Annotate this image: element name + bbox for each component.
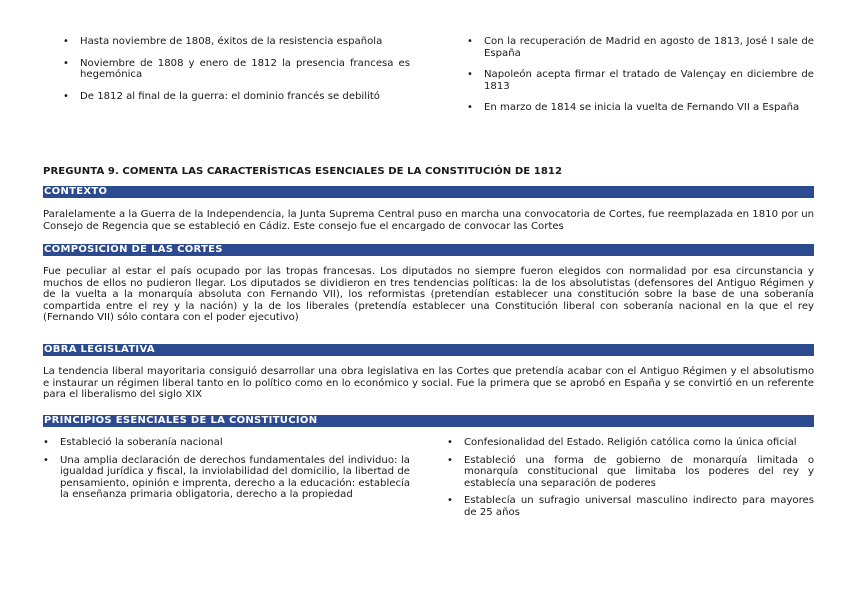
section-heading-obra: OBRA LEGISLATIVA bbox=[43, 344, 814, 356]
list-item-text: De 1812 al final de la guerra: el dominio francés se debilitó bbox=[80, 90, 380, 102]
list-item bbox=[63, 58, 410, 81]
principios-list-right bbox=[447, 437, 814, 525]
list-item bbox=[467, 36, 814, 59]
top-bullets-left bbox=[63, 36, 410, 112]
section-heading-principios: PRINCIPIOS ESENCIALES DE LA CONSTITUCIÓN bbox=[43, 415, 814, 427]
list-item-text: Confesionalidad del Estado. Religión católica como la única oficial bbox=[464, 437, 797, 448]
top-bullets-right bbox=[467, 36, 814, 124]
list-item-text: Estableció una forma de gobierno de monarquía limitada o monarquía constitucional que limitaba los poderes del rey y establecía una separación de poderes bbox=[464, 454, 814, 489]
bullet-icon: • bbox=[43, 454, 49, 466]
list-item-text: Hasta noviembre de 1808, éxitos de la resistencia española bbox=[80, 36, 383, 47]
list-item-text: Napoleón acepta firmar el tratado de Valençay en diciembre de 1813 bbox=[484, 69, 814, 92]
list-item-text: Estableció la soberanía nacional bbox=[60, 437, 223, 448]
principios-list-left bbox=[43, 437, 410, 507]
list-item bbox=[43, 437, 410, 449]
list-item-text: Con la recuperación de Madrid en agosto de 1813, José I sale de España bbox=[484, 36, 814, 59]
list-item bbox=[63, 36, 410, 48]
list-item bbox=[447, 455, 814, 490]
section-text-contexto: Paralelamente a la Guerra de la Independencia, la Junta Suprema Central puso en marcha una convocatoria de Cortes, fue reemplazada en 1810 por un Consejo de Regencia que se estableció en Cádiz. Este consejo fue el encargado de convocar las Cortes bbox=[43, 209, 814, 232]
bullet-icon: • bbox=[447, 454, 453, 466]
list-item-text: En marzo de 1814 se inicia la vuelta de Fernando VII a España bbox=[484, 102, 800, 114]
bullet-icon: • bbox=[63, 36, 69, 47]
list-item bbox=[447, 495, 814, 518]
list-item-text: Noviembre de 1808 y enero de 1812 la presencia francesa es hegemónica bbox=[80, 57, 410, 81]
question-title: PREGUNTA 9. COMENTA LAS CARACTERÍSTICAS ESENCIALES DE LA CONSTITUCIÓN DE 1812 bbox=[43, 166, 563, 177]
list-item bbox=[467, 102, 814, 114]
bullet-icon: • bbox=[467, 36, 473, 47]
list-item bbox=[63, 91, 410, 103]
bullet-icon: • bbox=[447, 495, 453, 507]
bullet-icon: • bbox=[447, 437, 453, 448]
list-item bbox=[467, 69, 814, 92]
bullet-icon: • bbox=[43, 437, 49, 448]
list-item bbox=[447, 437, 814, 449]
section-text-obra: La tendencia liberal mayoritaria consiguió desarrollar una obra legislativa en las Cortes que pretendía acabar con el Antiguo Régimen y el absolutismo e instaurar un régimen liberal tanto en lo político como en lo económico y social. Fue la primera que se aprobó en España y se convirtió en un referente para el liberalismo del siglo XIX bbox=[43, 366, 814, 401]
list-item-text: Establecía un sufragio universal masculino indirecto para mayores de 25 años bbox=[464, 495, 814, 518]
section-heading-contexto: CONTEXTO bbox=[43, 186, 814, 198]
bullet-icon: • bbox=[63, 90, 69, 102]
list-item-text: Una amplia declaración de derechos fundamentales del individuo: la igualdad jurídica y fiscal, la inviolabilidad del domicilio, la libertad de pensamiento, opinión e imprenta, derecho a la educación: establecía la enseñanza primaria obligatoria, derecho a la propiedad bbox=[60, 454, 410, 501]
section-heading-composicion: COMPOSICIÓN DE LAS CORTES bbox=[43, 244, 814, 256]
bullet-icon: • bbox=[467, 69, 473, 81]
bullet-icon: • bbox=[63, 57, 69, 69]
list-item bbox=[43, 455, 410, 501]
section-text-composicion: Fue peculiar al estar el país ocupado por las tropas francesas. Los diputados no siempre fueron elegidos con normalidad por esa circunstancia y muchos de ellos no pudieron llegar. Los diputados se dividieron en tres tendencias políticas: la de los absolutistas (defensores del Antiguo Régimen y de la vuelta a la monarquía absoluta con Fernando VII), los reformistas (pretendían establecer una constitución sobre la base de una soberanía compartida entre el rey y la nación) y la de los liberales (pretendía establecer una Constitución liberal con soberanía nacional en la que el rey (Fernando VII) sólo contara con el poder ejecutivo) bbox=[43, 266, 814, 324]
bullet-icon: • bbox=[467, 102, 473, 114]
